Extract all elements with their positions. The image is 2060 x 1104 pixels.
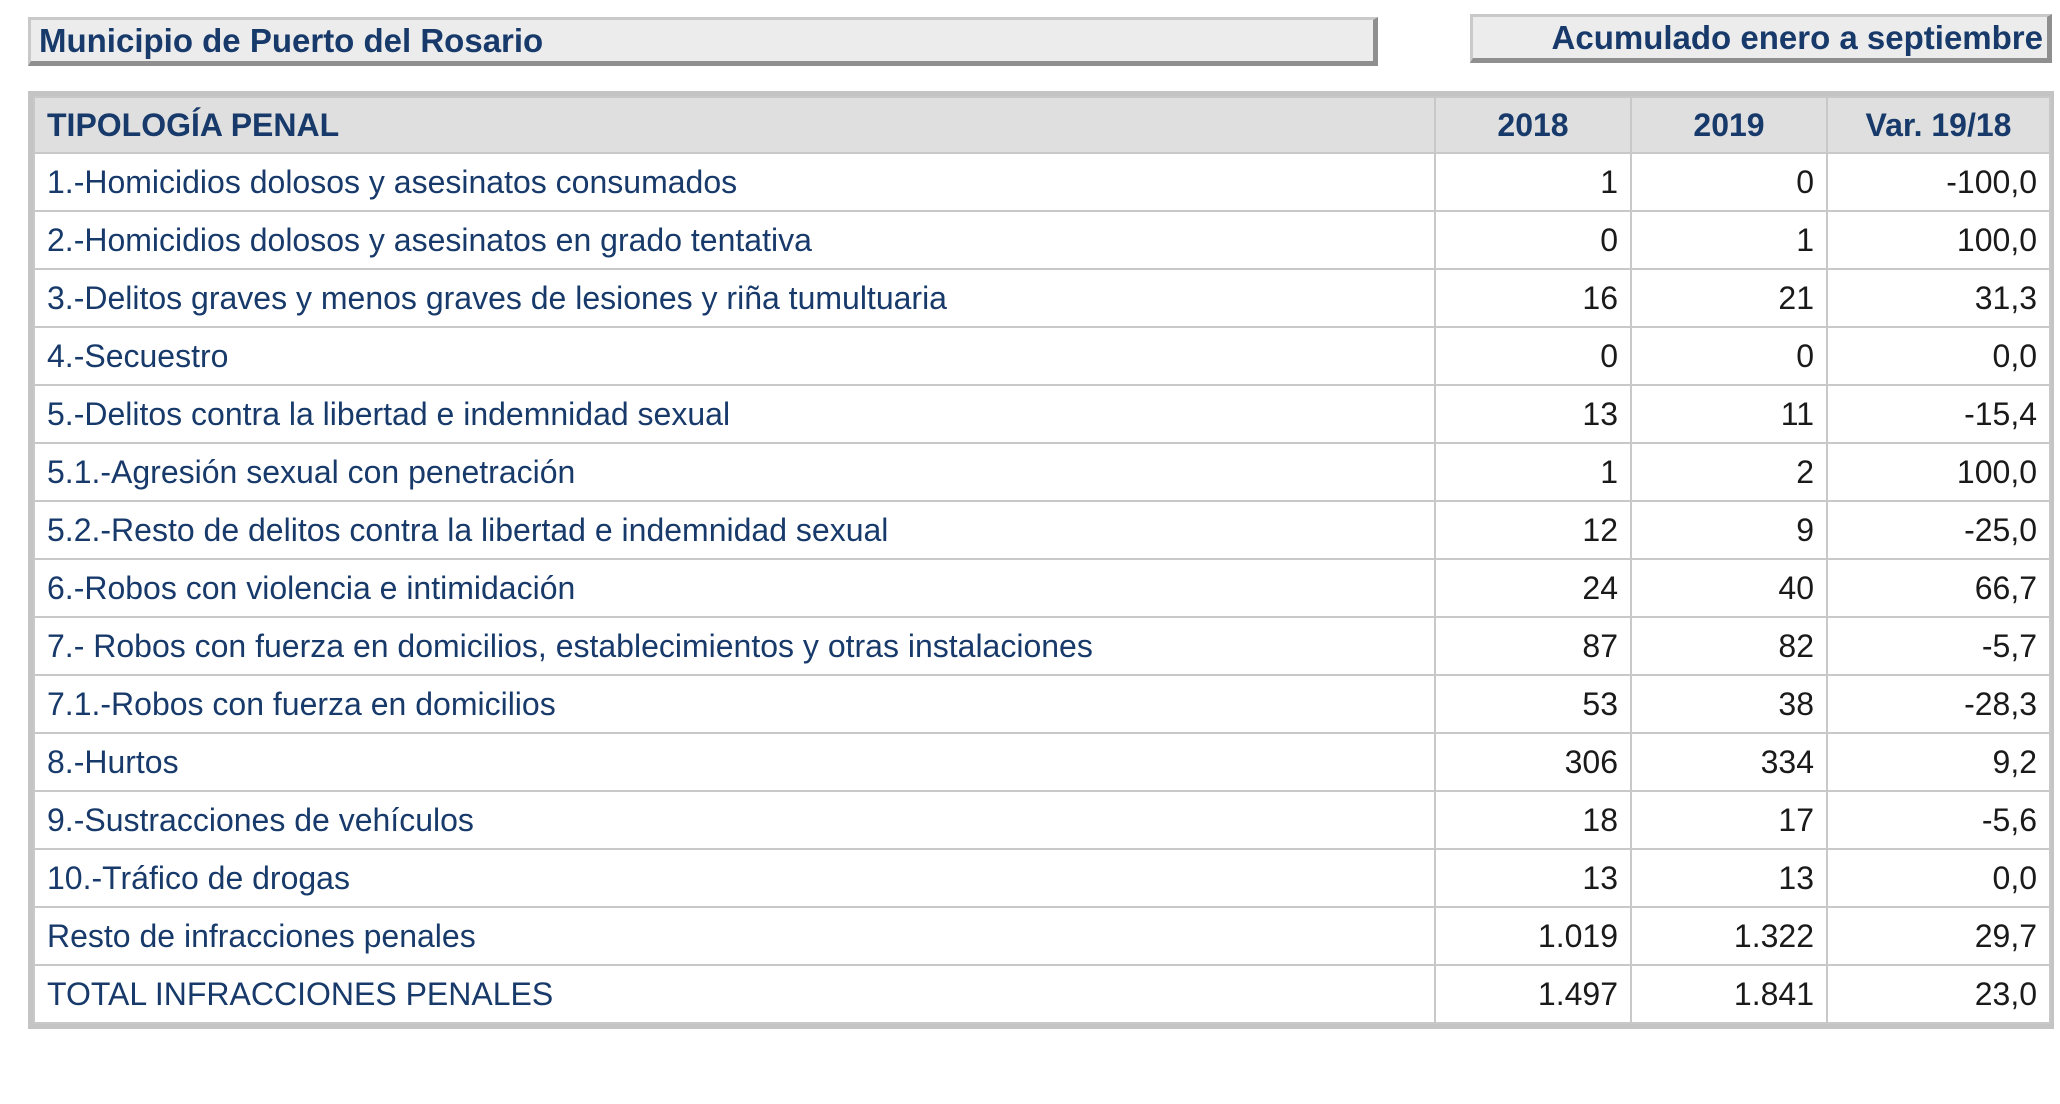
table-row: [34, 733, 2050, 791]
value-2019-cell: 1.841: [1631, 965, 1827, 1023]
typology-cell: 9.-Sustracciones de vehículos: [34, 791, 1435, 849]
column-header-2019: 2019: [1631, 97, 1827, 153]
municipality-title-text: Municipio de Puerto del Rosario: [39, 21, 544, 59]
variation-cell: 31,3: [1827, 269, 2050, 327]
variation-cell: 66,7: [1827, 559, 2050, 617]
value-2019-cell: 2: [1631, 443, 1827, 501]
value-2018-cell: 1.019: [1435, 907, 1631, 965]
typology-cell: Resto de infracciones penales: [34, 907, 1435, 965]
table-row: [34, 791, 2050, 849]
value-2018-cell: 1.497: [1435, 965, 1631, 1023]
table-row: [34, 617, 2050, 675]
column-header-typology: TIPOLOGÍA PENAL: [34, 97, 1435, 153]
table-row: [34, 675, 2050, 733]
value-2018-cell: 12: [1435, 501, 1631, 559]
value-2018-cell: 0: [1435, 327, 1631, 385]
typology-cell: 5.2.-Resto de delitos contra la libertad e indemnidad sexual: [34, 501, 1435, 559]
value-2019-cell: 1: [1631, 211, 1827, 269]
table-row: [34, 211, 2050, 269]
table-row: [34, 269, 2050, 327]
column-header-variation: Var. 19/18: [1827, 97, 2050, 153]
value-2018-cell: 0: [1435, 211, 1631, 269]
typology-cell: 6.-Robos con violencia e intimidación: [34, 559, 1435, 617]
value-2019-cell: 334: [1631, 733, 1827, 791]
table-row: [34, 327, 2050, 385]
variation-cell: 23,0: [1827, 965, 2050, 1023]
value-2019-cell: 21: [1631, 269, 1827, 327]
value-2019-cell: 1.322: [1631, 907, 1827, 965]
value-2019-cell: 11: [1631, 385, 1827, 443]
typology-cell: 8.-Hurtos: [34, 733, 1435, 791]
municipality-title: [28, 17, 1378, 66]
typology-cell: 3.-Delitos graves y menos graves de lesiones y riña tumultuaria: [34, 269, 1435, 327]
value-2018-cell: 87: [1435, 617, 1631, 675]
value-2019-cell: 9: [1631, 501, 1827, 559]
variation-cell: 100,0: [1827, 211, 2050, 269]
table-row: [34, 849, 2050, 907]
table-row: [34, 153, 2050, 211]
table-row: [34, 965, 2050, 1023]
typology-cell: 10.-Tráfico de drogas: [34, 849, 1435, 907]
period-title: [1470, 14, 2052, 63]
table-row: [34, 385, 2050, 443]
variation-cell: -100,0: [1827, 153, 2050, 211]
typology-cell: 7.- Robos con fuerza en domicilios, establecimientos y otras instalaciones: [34, 617, 1435, 675]
variation-cell: -15,4: [1827, 385, 2050, 443]
variation-cell: 0,0: [1827, 327, 2050, 385]
column-header-2018: 2018: [1435, 97, 1631, 153]
value-2019-cell: 0: [1631, 327, 1827, 385]
typology-cell: TOTAL INFRACCIONES PENALES: [34, 965, 1435, 1023]
value-2018-cell: 1: [1435, 153, 1631, 211]
table-row: [34, 443, 2050, 501]
variation-cell: 9,2: [1827, 733, 2050, 791]
typology-cell: 4.-Secuestro: [34, 327, 1435, 385]
variation-cell: -5,7: [1827, 617, 2050, 675]
variation-cell: 29,7: [1827, 907, 2050, 965]
typology-cell: 2.-Homicidios dolosos y asesinatos en grado tentativa: [34, 211, 1435, 269]
table-row: [34, 907, 2050, 965]
value-2018-cell: 53: [1435, 675, 1631, 733]
table-row: [34, 559, 2050, 617]
value-2019-cell: 0: [1631, 153, 1827, 211]
value-2019-cell: 17: [1631, 791, 1827, 849]
value-2018-cell: 1: [1435, 443, 1631, 501]
typology-cell: 5.1.-Agresión sexual con penetración: [34, 443, 1435, 501]
table-header-row: [34, 97, 2050, 153]
typology-cell: 7.1.-Robos con fuerza en domicilios: [34, 675, 1435, 733]
table-row: [34, 501, 2050, 559]
crime-table: [28, 91, 2054, 1029]
value-2019-cell: 38: [1631, 675, 1827, 733]
variation-cell: -28,3: [1827, 675, 2050, 733]
period-title-text: Acumulado enero a septiembre: [1551, 18, 2043, 56]
variation-cell: -25,0: [1827, 501, 2050, 559]
value-2018-cell: 13: [1435, 385, 1631, 443]
value-2019-cell: 13: [1631, 849, 1827, 907]
value-2018-cell: 13: [1435, 849, 1631, 907]
variation-cell: 0,0: [1827, 849, 2050, 907]
value-2019-cell: 40: [1631, 559, 1827, 617]
variation-cell: -5,6: [1827, 791, 2050, 849]
value-2019-cell: 82: [1631, 617, 1827, 675]
value-2018-cell: 306: [1435, 733, 1631, 791]
value-2018-cell: 16: [1435, 269, 1631, 327]
typology-cell: 1.-Homicidios dolosos y asesinatos consumados: [34, 153, 1435, 211]
value-2018-cell: 24: [1435, 559, 1631, 617]
value-2018-cell: 18: [1435, 791, 1631, 849]
variation-cell: 100,0: [1827, 443, 2050, 501]
typology-cell: 5.-Delitos contra la libertad e indemnidad sexual: [34, 385, 1435, 443]
